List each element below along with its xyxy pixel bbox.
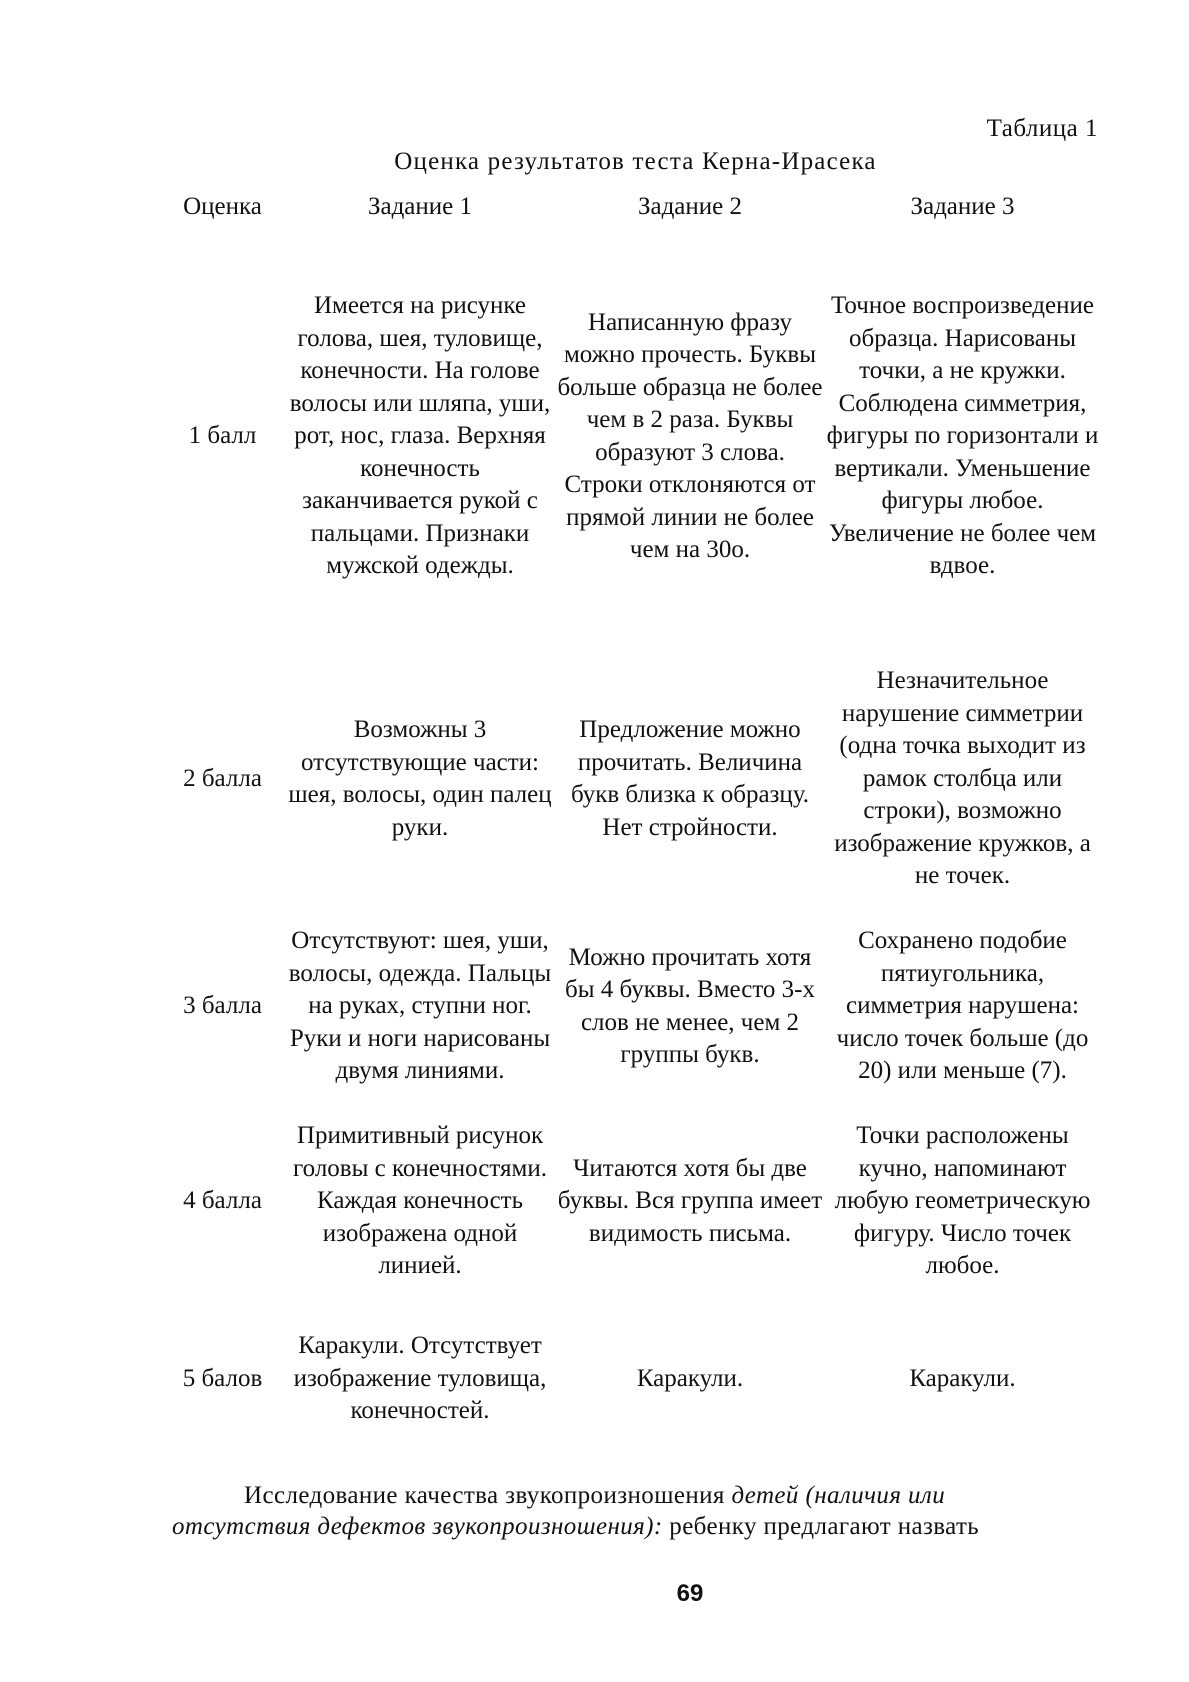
- task1-cell: Отсутствуют: шея, уши, волосы, одежда. Пальцы на руках, ступни ног. Руки и ноги нарисованы двумя линиями.: [288, 927, 552, 1085]
- table-row: [160, 1104, 1100, 1299]
- table-title: Оценка результатов теста Керна-Ирасека: [394, 148, 877, 175]
- task1-cell: Имеется на рисунке голова, шея, туловище, конечности. На голове волосы или шляпа, уши, рот, нос, глаза. Верхняя конечность заканчивается рукой с пальцами. Признаки мужской одежды.: [289, 292, 551, 580]
- table-row: [160, 1299, 1100, 1459]
- grade-cell: 4 балла: [183, 1187, 262, 1215]
- table-row: [160, 909, 1100, 1104]
- table-row: [160, 224, 1100, 649]
- grade-cell: 5 балов: [182, 1364, 263, 1392]
- grade-cell: 3 балла: [183, 992, 262, 1020]
- task3-cell: Каракули.: [909, 1364, 1016, 1392]
- grade-cell: 2 балла: [183, 764, 262, 792]
- paragraph-rest: ребенку предлагают назвать: [662, 1513, 980, 1540]
- table-row: [160, 649, 1100, 909]
- task2-cell: Можно прочитать хотя бы 4 буквы. Вместо 3-х слов не менее, чем 2 группы букв.: [564, 943, 815, 1068]
- table-header-row: [160, 190, 1100, 224]
- task3-cell: Точки расположены кучно, напоминают любую геометрическую фигуру. Число точек любое.: [834, 1122, 1091, 1280]
- header-task-2: Задание 2: [637, 192, 743, 220]
- header-grade: Оценка: [183, 192, 262, 220]
- task2-cell: Написанную фразу можно прочесть. Буквы больше образца не более чем в 2 раза. Буквы образуют 3 слова. Строки отклоняются от прямой линии не более чем на 30о.: [557, 308, 823, 563]
- task2-cell: Читаются хотя бы две буквы. Вся группа имеет видимость письма.: [557, 1154, 823, 1247]
- grading-table: [160, 190, 1100, 1459]
- paragraph-italic: детей (наличия или отсутствия дефектов звукопроизношения):: [172, 1482, 946, 1540]
- task2-cell: Предложение можно прочитать. Величина букв близка к образцу. Нет стройности.: [570, 716, 810, 841]
- table-caption: Таблица 1: [986, 115, 1098, 142]
- header-task-1: Задание 1: [367, 192, 473, 220]
- body-paragraph: [172, 1480, 1062, 1542]
- grade-cell: 1 балл: [188, 422, 257, 450]
- paragraph-lead: Исследование качества звукопроизношения: [244, 1482, 732, 1509]
- task1-cell: Примитивный рисунок головы с конечностями. Каждая конечность изображена одной линией.: [293, 1122, 547, 1280]
- task3-cell: Точное воспроизведение образца. Нарисованы точки, а не кружки. Соблюдена симметрия, фигуры по горизонтали и вертикали. Уменьшение фигуры любое. Увеличение не более чем вдвое.: [826, 292, 1099, 580]
- task3-cell: Сохранено подобие пятиугольника, симметрия нарушена: число точек больше (до 20) или меньше (7).: [836, 927, 1089, 1085]
- header-task-3: Задание 3: [910, 192, 1015, 220]
- task1-cell: Каракули. Отсутствует изображение туловища, конечностей.: [293, 1332, 547, 1425]
- task1-cell: Возможны 3 отсутствующие части: шея, волосы, один палец руки.: [288, 716, 552, 841]
- page-number: 69: [676, 1580, 704, 1607]
- task3-cell: Незначительное нарушение симметрии (одна точка выходит из рамок столбца или строки), возможно изображение кружков, а не точек.: [834, 667, 1091, 890]
- task2-cell: Каракули.: [636, 1364, 744, 1392]
